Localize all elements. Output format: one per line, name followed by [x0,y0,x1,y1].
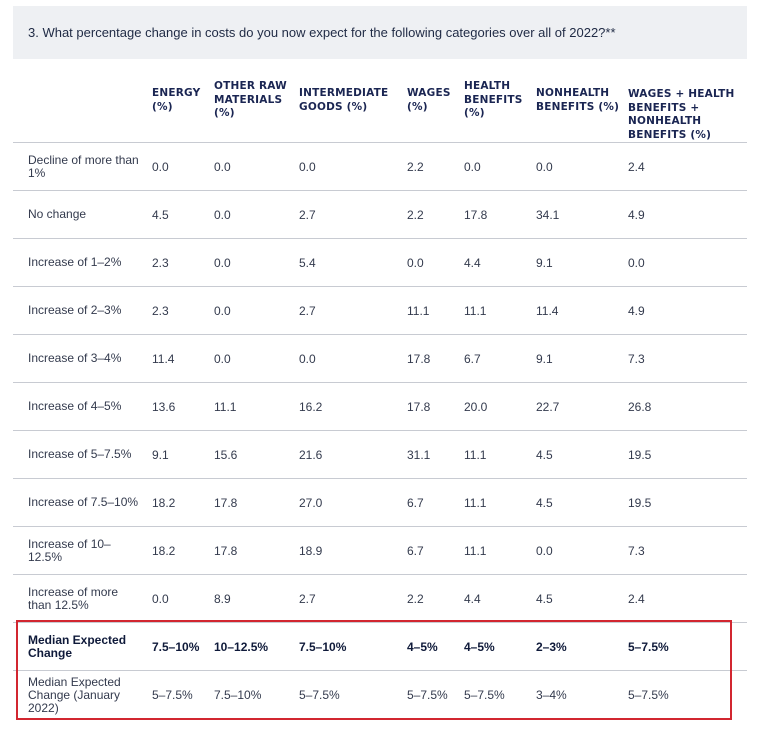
table-cell: 17.8 [464,191,536,239]
table-cell: 11.1 [464,479,536,527]
question-banner [13,6,747,59]
table-cell: 0.0 [299,143,407,191]
table-cell: 34.1 [536,191,628,239]
table-cell: 4–5% [407,623,464,671]
table-cell: 7.5–10% [152,623,214,671]
table-cell: 16.2 [299,383,407,431]
column-header-total-compensation: WAGES + HEALTH BENEFITS + NONHEALTH BENEFITS (%) [628,59,747,143]
table-cell: 0.0 [152,143,214,191]
table-cell: 26.8 [628,383,747,431]
table-cell: 0.0 [299,335,407,383]
table-cell: 7.5–10% [299,623,407,671]
table-cell: 7.3 [628,335,747,383]
table-cell: 2.3 [152,239,214,287]
table-cell: 15.6 [214,431,299,479]
column-header-energy: ENERGY (%) [152,59,214,143]
table-cell: 7.5–10% [214,688,262,702]
table-cell: 2.2 [407,191,464,239]
table-cell: 4.4 [464,239,536,287]
table-row [13,335,747,383]
table-cell: 0.0 [214,287,299,335]
table-cell: 11.4 [536,287,628,335]
median-row [13,671,747,720]
table-cell: 0.0 [214,335,299,383]
table-cell: 0.0 [214,143,299,191]
table-cell: 27.0 [299,479,407,527]
table-row [13,143,747,191]
table-cell: 0.0 [536,143,628,191]
table-cell: 7.3 [628,527,747,575]
table-cell: 4.9 [628,191,747,239]
row-label: Increase of more than 12.5% [13,575,152,623]
table-row [13,575,747,623]
table-cell: 11.1 [407,287,464,335]
table-cell: 4.5 [536,575,628,623]
table-cell: 0.0 [214,191,299,239]
table-cell: 18.9 [299,527,407,575]
column-header-other-raw-materials: OTHER RAW MATERIALS (%) [214,59,299,143]
table-cell: 13.6 [152,383,214,431]
table-cell: 9.1 [536,239,628,287]
table-cell: 2.7 [299,287,407,335]
table-cell: 21.6 [299,431,407,479]
table-cell: 6.7 [407,527,464,575]
row-label: No change [13,191,152,239]
table-cell: 5–7.5% [407,688,448,702]
table-cell: 2–3% [536,623,628,671]
table-row [13,287,747,335]
table-cell: 19.5 [628,479,747,527]
row-label: Increase of 3–4% [13,335,152,383]
table-cell: 6.7 [407,479,464,527]
table-row [13,239,747,287]
table-row [13,383,747,431]
table-cell: 5–7.5% [299,688,340,702]
table-cell: 9.1 [536,335,628,383]
table-cell: 2.7 [299,191,407,239]
table-cell: 2.4 [628,143,747,191]
question-text: 3. What percentage change in costs do you now expect for the following categories over all of 2022?** [28,25,616,40]
table-cell: 0.0 [214,239,299,287]
table-cell: 4–5% [464,623,536,671]
table-cell: 11.1 [464,287,536,335]
table-cell: 5.4 [299,239,407,287]
table-header-row [13,59,747,143]
table-cell: 22.7 [536,383,628,431]
table-cell: 0.0 [628,239,747,287]
table-cell: 2.3 [152,287,214,335]
row-label: Median Expected Change (January 2022) [28,674,121,715]
table-cell: 4.4 [464,575,536,623]
median-row [13,623,747,671]
table-cell: 2.4 [628,575,747,623]
row-label: Median Expected Change [13,623,152,671]
table-cell: 8.9 [214,575,299,623]
cost-expectations-table [13,59,747,719]
column-header-wages: WAGES (%) [407,59,464,143]
table-cell: 17.8 [214,527,299,575]
table-cell: 4.5 [152,191,214,239]
table-cell: 11.4 [152,335,214,383]
table-cell: 4.5 [536,479,628,527]
table-cell: 10–12.5% [214,623,299,671]
table-row [13,527,747,575]
table-cell: 17.8 [407,335,464,383]
table-row [13,479,747,527]
table-cell: 11.1 [464,431,536,479]
table-cell: 9.1 [152,431,214,479]
table-row [13,191,747,239]
table-cell: 3–4% [536,688,567,702]
table-row [13,431,747,479]
table-cell: 17.8 [407,383,464,431]
table-cell: 0.0 [152,575,214,623]
table-cell: 18.2 [152,527,214,575]
table-cell: 31.1 [407,431,464,479]
table-cell: 18.2 [152,479,214,527]
table-cell: 6.7 [464,335,536,383]
table-cell: 4.9 [628,287,747,335]
row-label: Decline of more than 1% [13,143,152,191]
table-cell: 11.1 [214,383,299,431]
row-label: Increase of 5–7.5% [13,431,152,479]
column-header-nonhealth-benefits: NONHEALTH BENEFITS (%) [536,59,628,143]
row-label: Increase of 7.5–10% [13,479,152,527]
table-cell: 4.5 [536,431,628,479]
table-cell: 5–7.5% [628,688,669,702]
table-cell: 5–7.5% [464,688,505,702]
table-cell: 17.8 [214,479,299,527]
row-label: Increase of 4–5% [13,383,152,431]
row-label: Increase of 1–2% [13,239,152,287]
table-cell: 2.2 [407,575,464,623]
table-cell: 0.0 [536,527,628,575]
table-cell: 0.0 [464,143,536,191]
table-cell: 2.7 [299,575,407,623]
table-cell: 20.0 [464,383,536,431]
table-cell: 5–7.5% [628,623,747,671]
column-header [13,59,152,143]
table-cell: 0.0 [407,239,464,287]
row-label: Increase of 2–3% [13,287,152,335]
row-label: Increase of 10–12.5% [13,527,152,575]
table-cell: 19.5 [628,431,747,479]
table-cell: 2.2 [407,143,464,191]
column-header-intermediate-goods: INTERMEDIATE GOODS (%) [299,59,407,143]
table-cell: 5–7.5% [152,688,193,702]
table-cell: 11.1 [464,527,536,575]
column-header-health-benefits: HEALTH BENEFITS (%) [464,59,536,143]
